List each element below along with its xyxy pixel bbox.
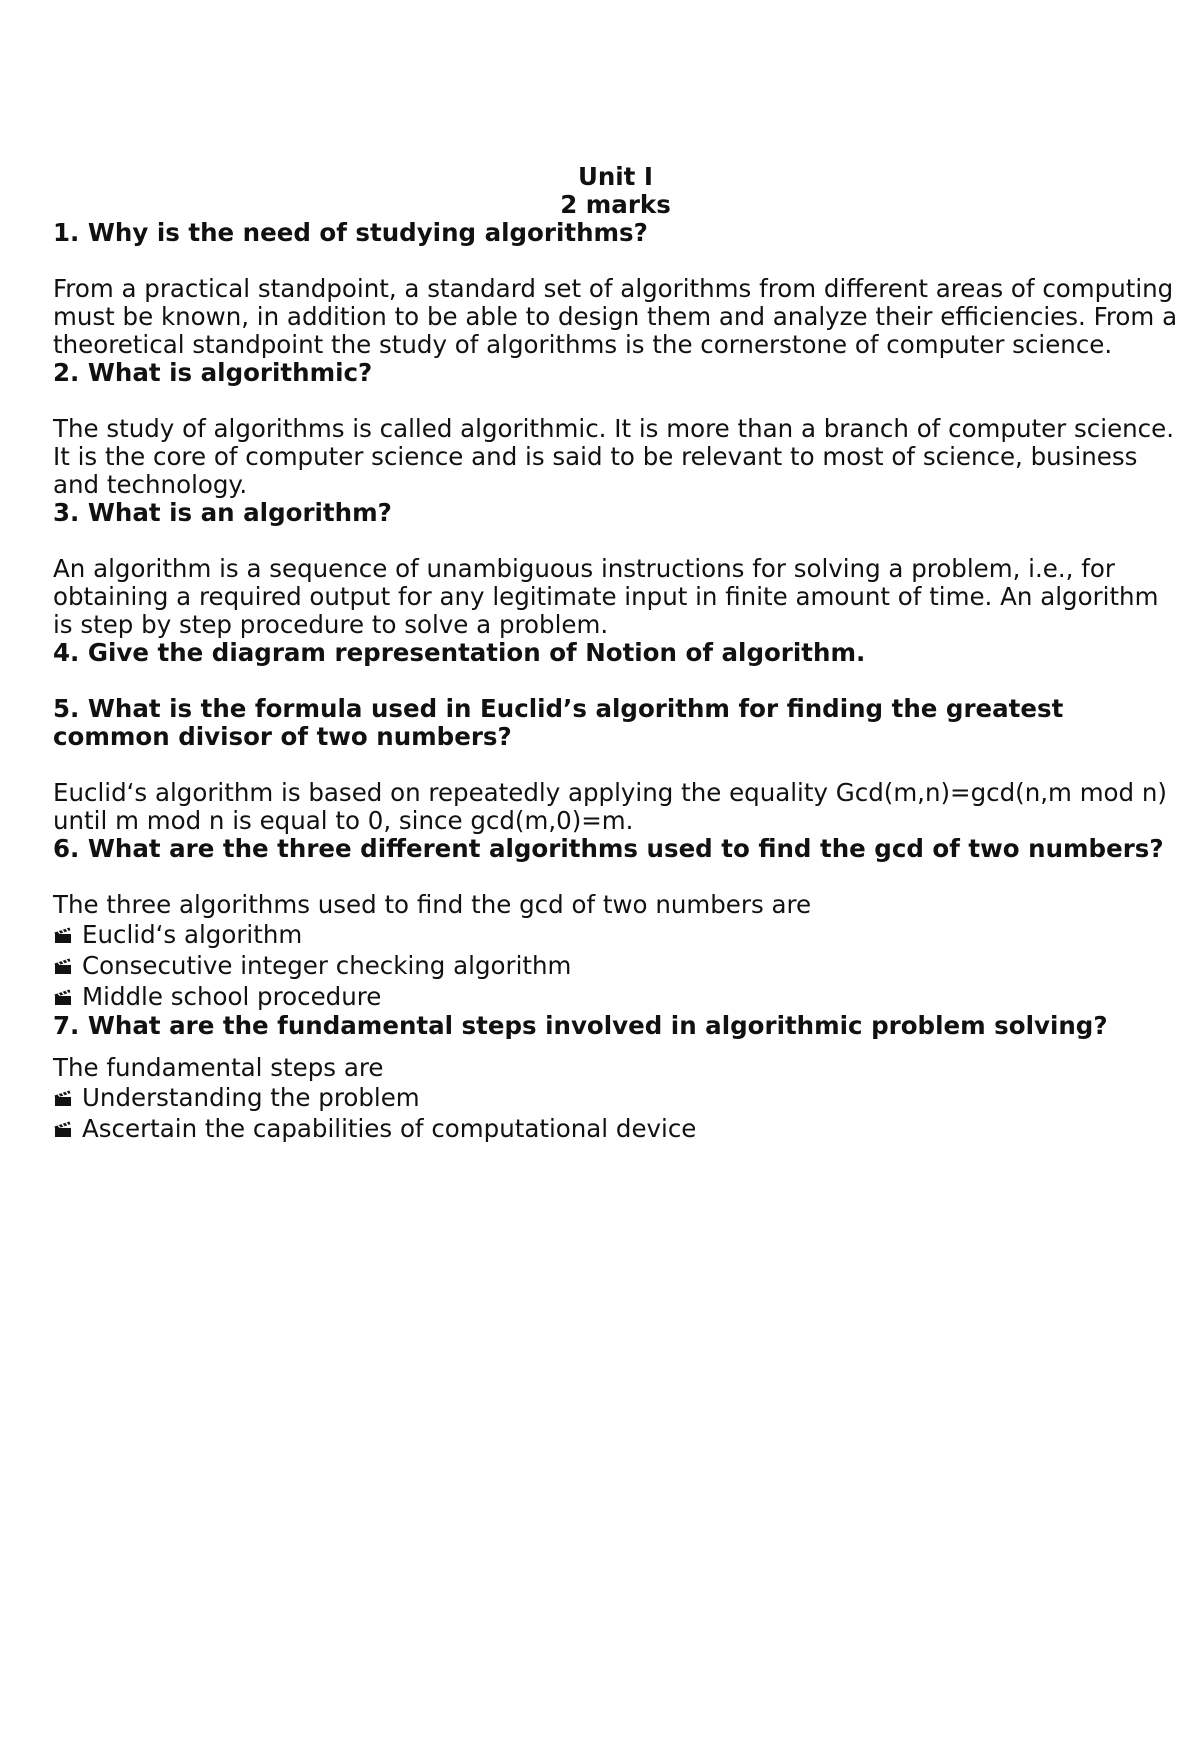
unit-title: Unit I <box>577 162 654 191</box>
answer-7: The fundamental steps are <box>53 1053 384 1082</box>
list-item <box>53 919 1178 950</box>
list-item-label: Middle school procedure <box>82 982 382 1011</box>
clapperboard-icon <box>53 1119 73 1139</box>
spacer <box>53 667 1178 695</box>
answer-2: The study of algorithms is called algorithmic. It is more than a branch of computer science. It is the core of computer science and is said to be relevant to most of science, business and technology. <box>53 414 1175 499</box>
list-item <box>53 1113 1178 1144</box>
clapperboard-icon <box>53 925 73 945</box>
spacer <box>53 751 1178 779</box>
answer-3: An algorithm is a sequence of unambiguous instructions for solving a problem, i.e., for obtaining a required output for any legitimate input in finite amount of time. An algorithm is step by step procedure to solve a problem. <box>53 554 1159 639</box>
answer-5: Euclid‘s algorithm is based on repeatedly applying the equality Gcd(m,n)=gcd(n,m mod n) until m mod n is equal to 0, since gcd(m,0)=m. <box>53 778 1167 835</box>
question-7: 7. What are the fundamental steps involved in algorithmic problem solving? <box>53 1011 1108 1040</box>
marks-subtitle: 2 marks <box>560 190 671 219</box>
spacer <box>53 247 1178 275</box>
answer-6: The three algorithms used to find the gcd of two numbers are <box>53 890 812 919</box>
question-3: 3. What is an algorithm? <box>53 498 392 527</box>
question-6: 6. What are the three different algorithms used to find the gcd of two numbers? <box>53 834 1164 863</box>
question-5: 5. What is the formula used in Euclid’s algorithm for finding the greatest common divisor of two numbers? <box>53 694 1064 751</box>
list-item-label: Understanding the problem <box>82 1083 420 1112</box>
spacer <box>53 1040 1178 1054</box>
list-item <box>53 950 1178 981</box>
clapperboard-icon <box>53 1088 73 1108</box>
list-item-label: Ascertain the capabilities of computational device <box>82 1114 697 1143</box>
question-4: 4. Give the diagram representation of Notion of algorithm. <box>53 638 866 667</box>
spacer <box>53 863 1178 891</box>
list-item-label: Euclid‘s algorithm <box>82 920 303 949</box>
list-item <box>53 1082 1178 1113</box>
answer-1: From a practical standpoint, a standard set of algorithms from different areas of computing must be known, in addition to be able to design them and analyze their efficiencies. From a theoretical standpoint the study of algorithms is the cornerstone of computer science. <box>53 274 1178 359</box>
list-item-label: Consecutive integer checking algorithm <box>82 951 572 980</box>
clapperboard-icon <box>53 987 73 1007</box>
clapperboard-icon <box>53 956 73 976</box>
question-2: 2. What is algorithmic? <box>53 358 373 387</box>
spacer <box>53 387 1178 415</box>
document-page <box>53 163 1178 1144</box>
spacer <box>53 527 1178 555</box>
question-1: 1. Why is the need of studying algorithms? <box>53 218 648 247</box>
list-item <box>53 981 1178 1012</box>
